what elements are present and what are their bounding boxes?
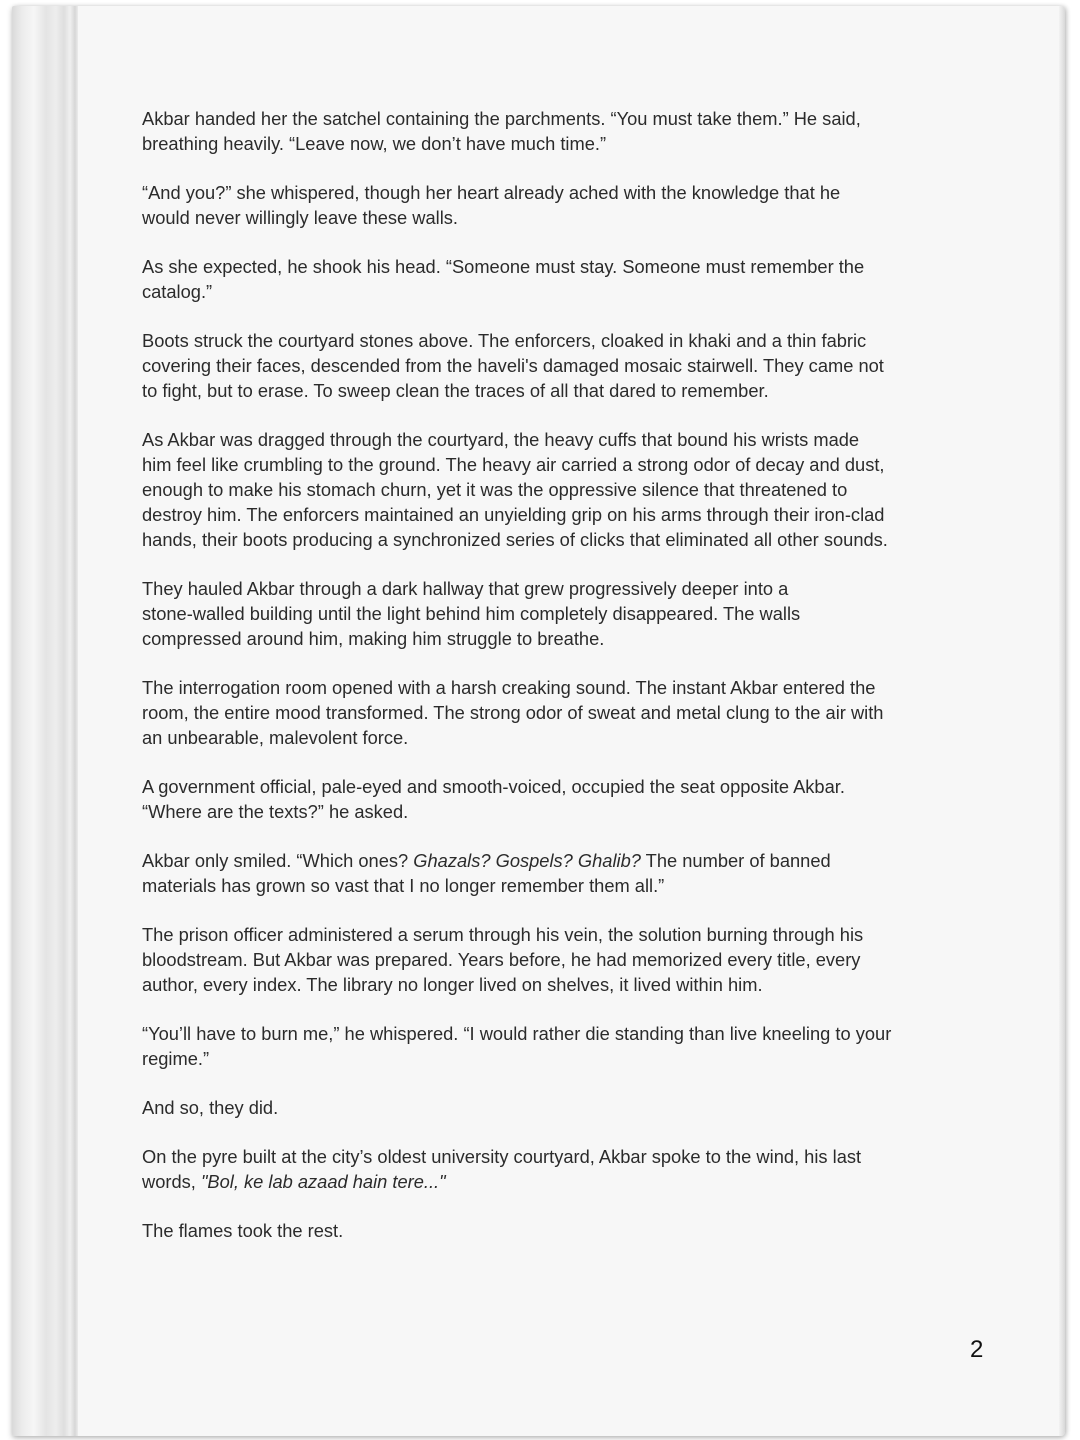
book-page [12,6,1065,1436]
paragraph: The prison officer administered a serum through his vein, the solution burning through his bloodstream. But Akbar was prepared. Years before, he had memorized every title, every author, every index. The library no longer lived on shelves, it lived within him. [142,924,864,995]
paragraph: Boots struck the courtyard stones above. The enforcers, cloaked in khaki and a thin fabric covering their faces, descended from the haveli's damaged mosaic stairwell. They came not to fight, but to erase. To sweep clean the traces of all that dared to remember. [142,330,884,401]
text-run: Akbar only smiled. “Which ones? [142,850,414,871]
text-run: The number of banned materials has grown so vast that I no longer remember them all.” [142,850,831,896]
paragraph-with-italics [142,848,964,898]
page-number: 2 [970,1336,984,1363]
italic-text-run: Ghazals? Gospels? Ghalib? [413,850,641,871]
paragraph: As she expected, he shook his head. “Someone must stay. Someone must remember the catalog.” [142,256,865,302]
paragraph: They hauled Akbar through a dark hallway that grew progressively deeper into a stone-walled building until the light behind him completely disappeared. The walls compressed around him, making him struggle to breathe. [142,578,801,649]
text-run: On the pyre built at the city’s oldest university courtyard, Akbar spoke to the wind, his last words, [142,1146,862,1192]
book-spine [12,6,78,1436]
paragraph: And so, they did. [142,1097,279,1118]
paragraph-with-italics [142,1144,964,1194]
paragraph: The interrogation room opened with a harsh creaking sound. The instant Akbar entered the room, the entire mood transformed. The strong odor of sweat and metal clung to the air with an unbearable, malevolent force. [142,677,884,748]
page-edge [1059,6,1065,1436]
paragraph: Akbar handed her the satchel containing the parchments. “You must take them.” He said, breathing heavily. “Leave now, we don’t have much time.” [142,108,861,154]
paragraph: “You’ll have to burn me,” he whispered. “I would rather die standing than live kneeling to your regime.” [142,1023,892,1069]
final-paragraph: The flames took the rest. [142,1220,344,1241]
paragraph: A government official, pale-eyed and smooth-voiced, occupied the seat opposite Akbar. “Where are the texts?” he asked. [142,776,845,822]
italic-quote: "Bol, ke lab azaad hain tere..." [200,1171,446,1192]
paragraph: As Akbar was dragged through the courtyard, the heavy cuffs that bound his wrists made him feel like crumbling to the ground. The heavy air carried a strong odor of decay and dust, enough to make his stomach churn, yet it was the oppressive silence that threatened to destroy him. The enforcers maintained an unyielding grip on his arms through their iron-clad hands, their boots producing a synchronized series of clicks that eliminated all other sounds. [142,429,888,550]
paragraph: “And you?” she whispered, though her heart already ached with the knowledge that he would never willingly leave these walls. [142,182,841,228]
page-content [142,106,964,1267]
